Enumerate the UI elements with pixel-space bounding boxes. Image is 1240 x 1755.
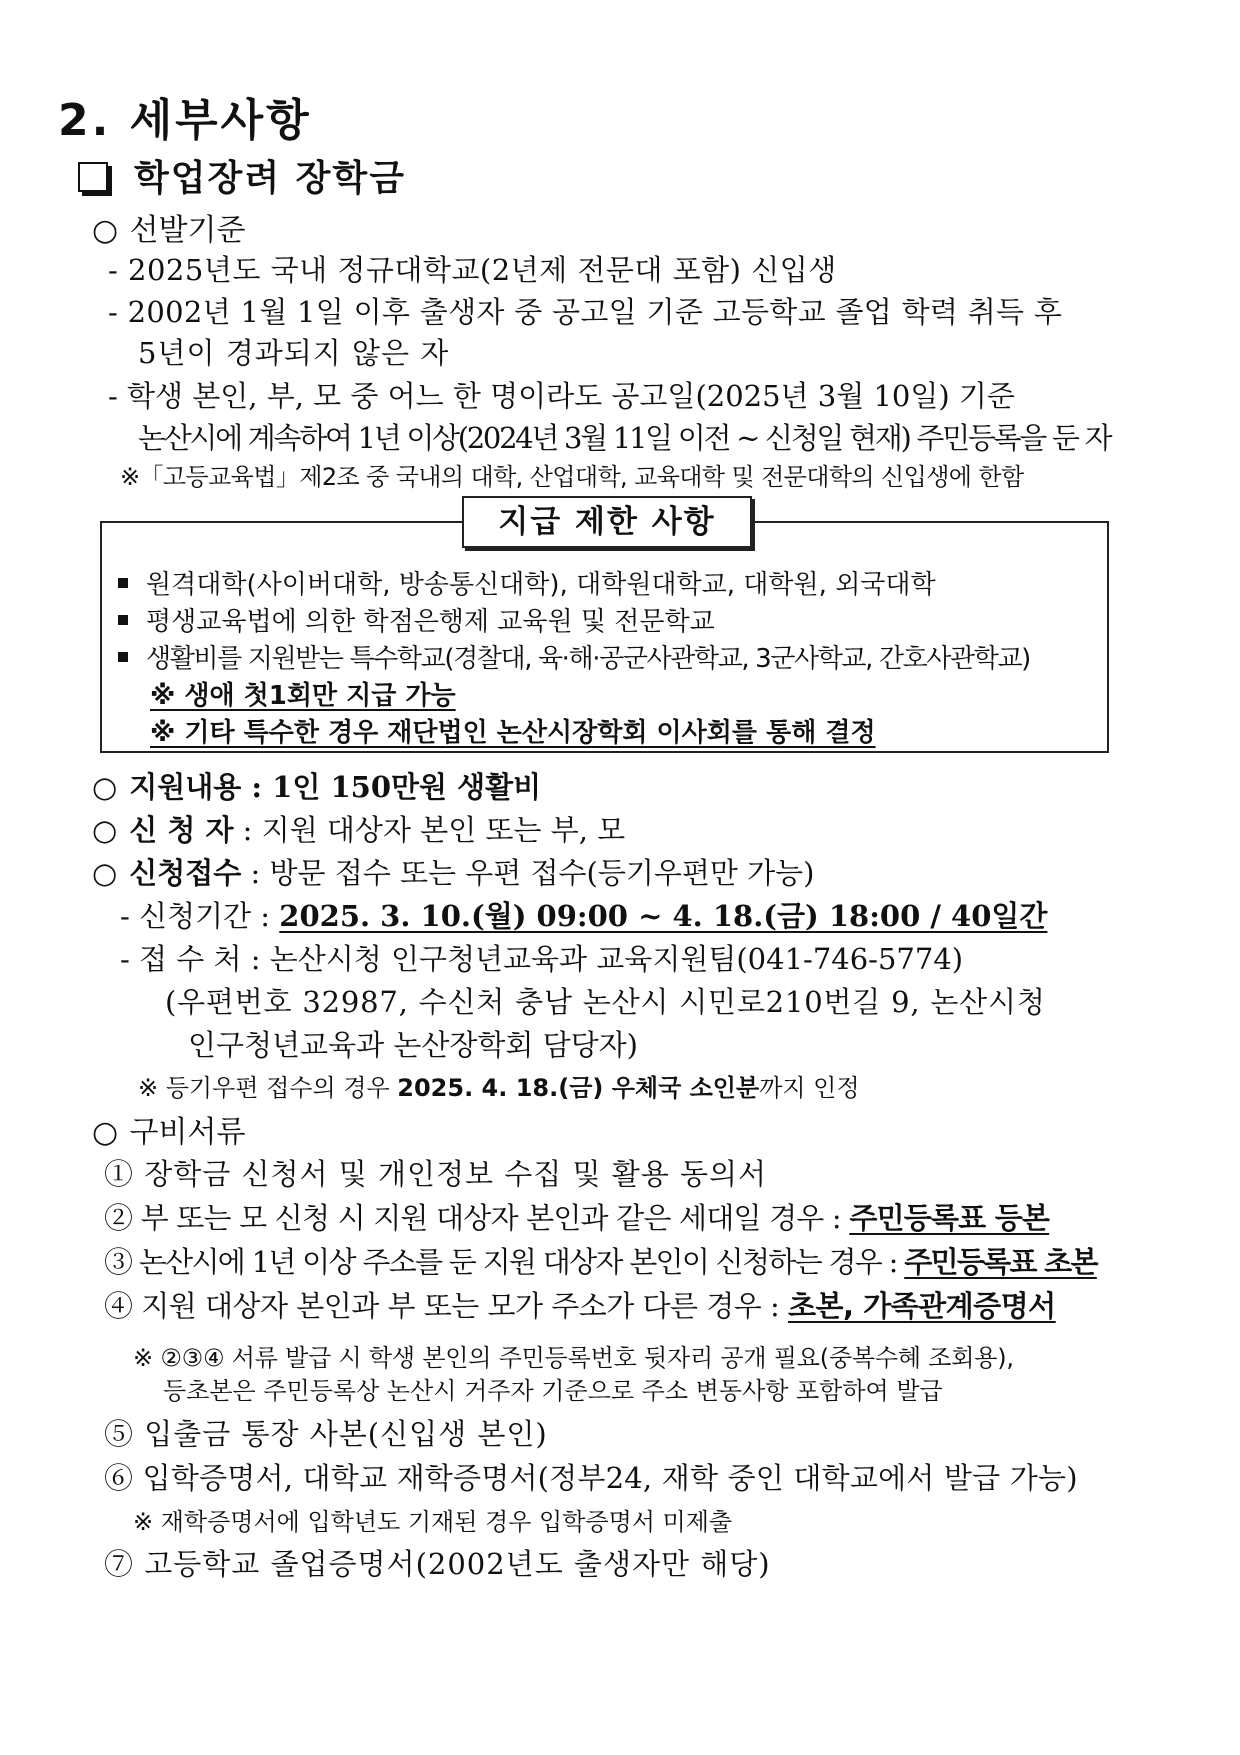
- document-3: ③ 논산시에 1년 이상 주소를 둔 지원 대상자 본인이 신청하는 경우 : 주민등록표 초본: [104, 1245, 1097, 1279]
- square-bullet-icon: [118, 615, 128, 625]
- document-7: ⑦ 고등학교 졸업증명서(2002년도 출생자만 해당): [104, 1547, 771, 1581]
- program-title: [78, 150, 406, 201]
- document-1: ① 장학금 신청서 및 개인정보 수집 및 활용 동의서: [104, 1157, 768, 1191]
- document-5: ⑤ 입출금 통장 사본(신입생 본인): [104, 1417, 548, 1451]
- program-title-text: 학업장려 장학금: [134, 158, 406, 199]
- documents-note-2: 등초본은 주민등록상 논산시 거주자 기준으로 주소 변동사항 포함하여 발급: [163, 1377, 943, 1405]
- payment-limits-title: 지급 제한 사항: [462, 496, 752, 548]
- criteria-item-2: - 2002년 1월 1일 이후 출생자 중 공고일 기준 고등학교 졸업 학력 취득 후: [108, 295, 1063, 329]
- applicant-label: 신 청 자: [129, 813, 234, 847]
- documents-note-3: ※ 재학증명서에 입학년도 기재된 경우 입학증명서 미제출: [133, 1508, 733, 1536]
- square-bullet-icon: [118, 578, 128, 588]
- document-3-emphasis: 주민등록표 초본: [904, 1245, 1097, 1279]
- support-value: : 1인 150만원 생활비: [241, 770, 542, 804]
- reception-office: - 접 수 처 : 논산시청 인구청년교육과 교육지원팀(041-746-5774): [120, 942, 964, 976]
- document-4-emphasis: 초본, 가족관계증명서: [787, 1289, 1056, 1323]
- circle-bullet-icon: ○: [92, 856, 118, 890]
- square-bullet-icon: [118, 652, 128, 662]
- reception-label: 신청접수: [129, 856, 242, 890]
- reception-period-value: 2025. 3. 10.(월) 09:00 ~ 4. 18.(금) 18:00 / 40일간: [279, 899, 1048, 933]
- criteria-heading-text: 선발기준: [129, 213, 246, 248]
- circle-bullet-icon: ○: [92, 770, 118, 804]
- limit-item-3: 생활비를 지원받는 특수학교(경찰대, 육·해·공군사관학교, 3군사학교, 간호사관학교): [118, 638, 1030, 675]
- circle-bullet-icon: ○: [92, 813, 118, 847]
- limit-item-1: 원격대학(사이버대학, 방송통신대학), 대학원대학교, 대학원, 외국대학: [118, 564, 936, 601]
- document-6: ⑥ 입학증명서, 대학교 재학증명서(정부24, 재학 중인 대학교에서 발급 가능): [104, 1461, 1078, 1495]
- document-2-emphasis: 주민등록표 등본: [849, 1201, 1050, 1235]
- criteria-item-3-cont: 논산시에 계속하여 1년 이상(2024년 3월 11일 이전 ~ 신청일 현재) 주민등록을 둔 자: [138, 421, 1111, 455]
- criteria-item-1: - 2025년도 국내 정규대학교(2년제 전문대 포함) 신입생: [108, 253, 837, 287]
- limit-note-2: ※ 기타 특수한 경우 재단법인 논산시장학회 이사회를 통해 결정: [150, 718, 876, 748]
- document-2: ② 부 또는 모 신청 시 지원 대상자 본인과 같은 세대일 경우 : 주민등록표 등본: [104, 1201, 1050, 1235]
- section-title: 2. 세부사항: [58, 95, 312, 146]
- support-row: [92, 765, 541, 806]
- reception-value: : 방문 접수 또는 우편 접수(등기우편만 가능): [241, 856, 815, 890]
- reception-period: - 신청기간 : 2025. 3. 10.(월) 09:00 ~ 4. 18.(금) 18:00 / 40일간: [120, 899, 1048, 933]
- support-label: 지원내용: [129, 770, 242, 804]
- criteria-note: ※「고등교육법」제2조 중 국내의 대학, 산업대학, 교육대학 및 전문대학의 신입생에 한함: [120, 463, 1024, 491]
- documents-note-1: ※ ②③④ 서류 발급 시 학생 본인의 주민등록번호 뒷자리 공개 필요(중복수혜 조회용),: [133, 1344, 1014, 1372]
- limit-item-2: 평생교육법에 의한 학점은행제 교육원 및 전문학교: [118, 601, 715, 638]
- criteria-heading: [92, 205, 245, 249]
- reception-row: [92, 851, 814, 892]
- reception-address-1: (우편번호 32987, 수신처 충남 논산시 시민로210번길 9, 논산시청: [165, 985, 1046, 1019]
- checkbox-square-icon: [78, 162, 108, 192]
- criteria-item-3: - 학생 본인, 부, 모 중 어느 한 명이라도 공고일(2025년 3월 10일) 기준: [108, 379, 1015, 413]
- applicant-row: [92, 808, 625, 849]
- circle-bullet-icon: ○: [92, 1115, 119, 1150]
- document-4: ④ 지원 대상자 본인과 부 또는 모가 주소가 다른 경우 : 초본, 가족관계증명서: [104, 1289, 1056, 1323]
- circle-bullet-icon: ○: [92, 213, 119, 248]
- reception-address-2: 인구청년교육과 논산장학회 담당자): [188, 1028, 638, 1062]
- reception-note: ※ 등기우편 접수의 경우 2025. 4. 18.(금) 우체국 소인분까지 인정: [138, 1074, 860, 1102]
- criteria-item-2-cont: 5년이 경과되지 않은 자: [138, 336, 450, 370]
- documents-heading: ○ 구비서류: [92, 1115, 246, 1150]
- applicant-value: : 지원 대상자 본인 또는 부, 모: [233, 813, 626, 847]
- limit-note-1: ※ 생애 첫1회만 지급 가능: [150, 681, 456, 711]
